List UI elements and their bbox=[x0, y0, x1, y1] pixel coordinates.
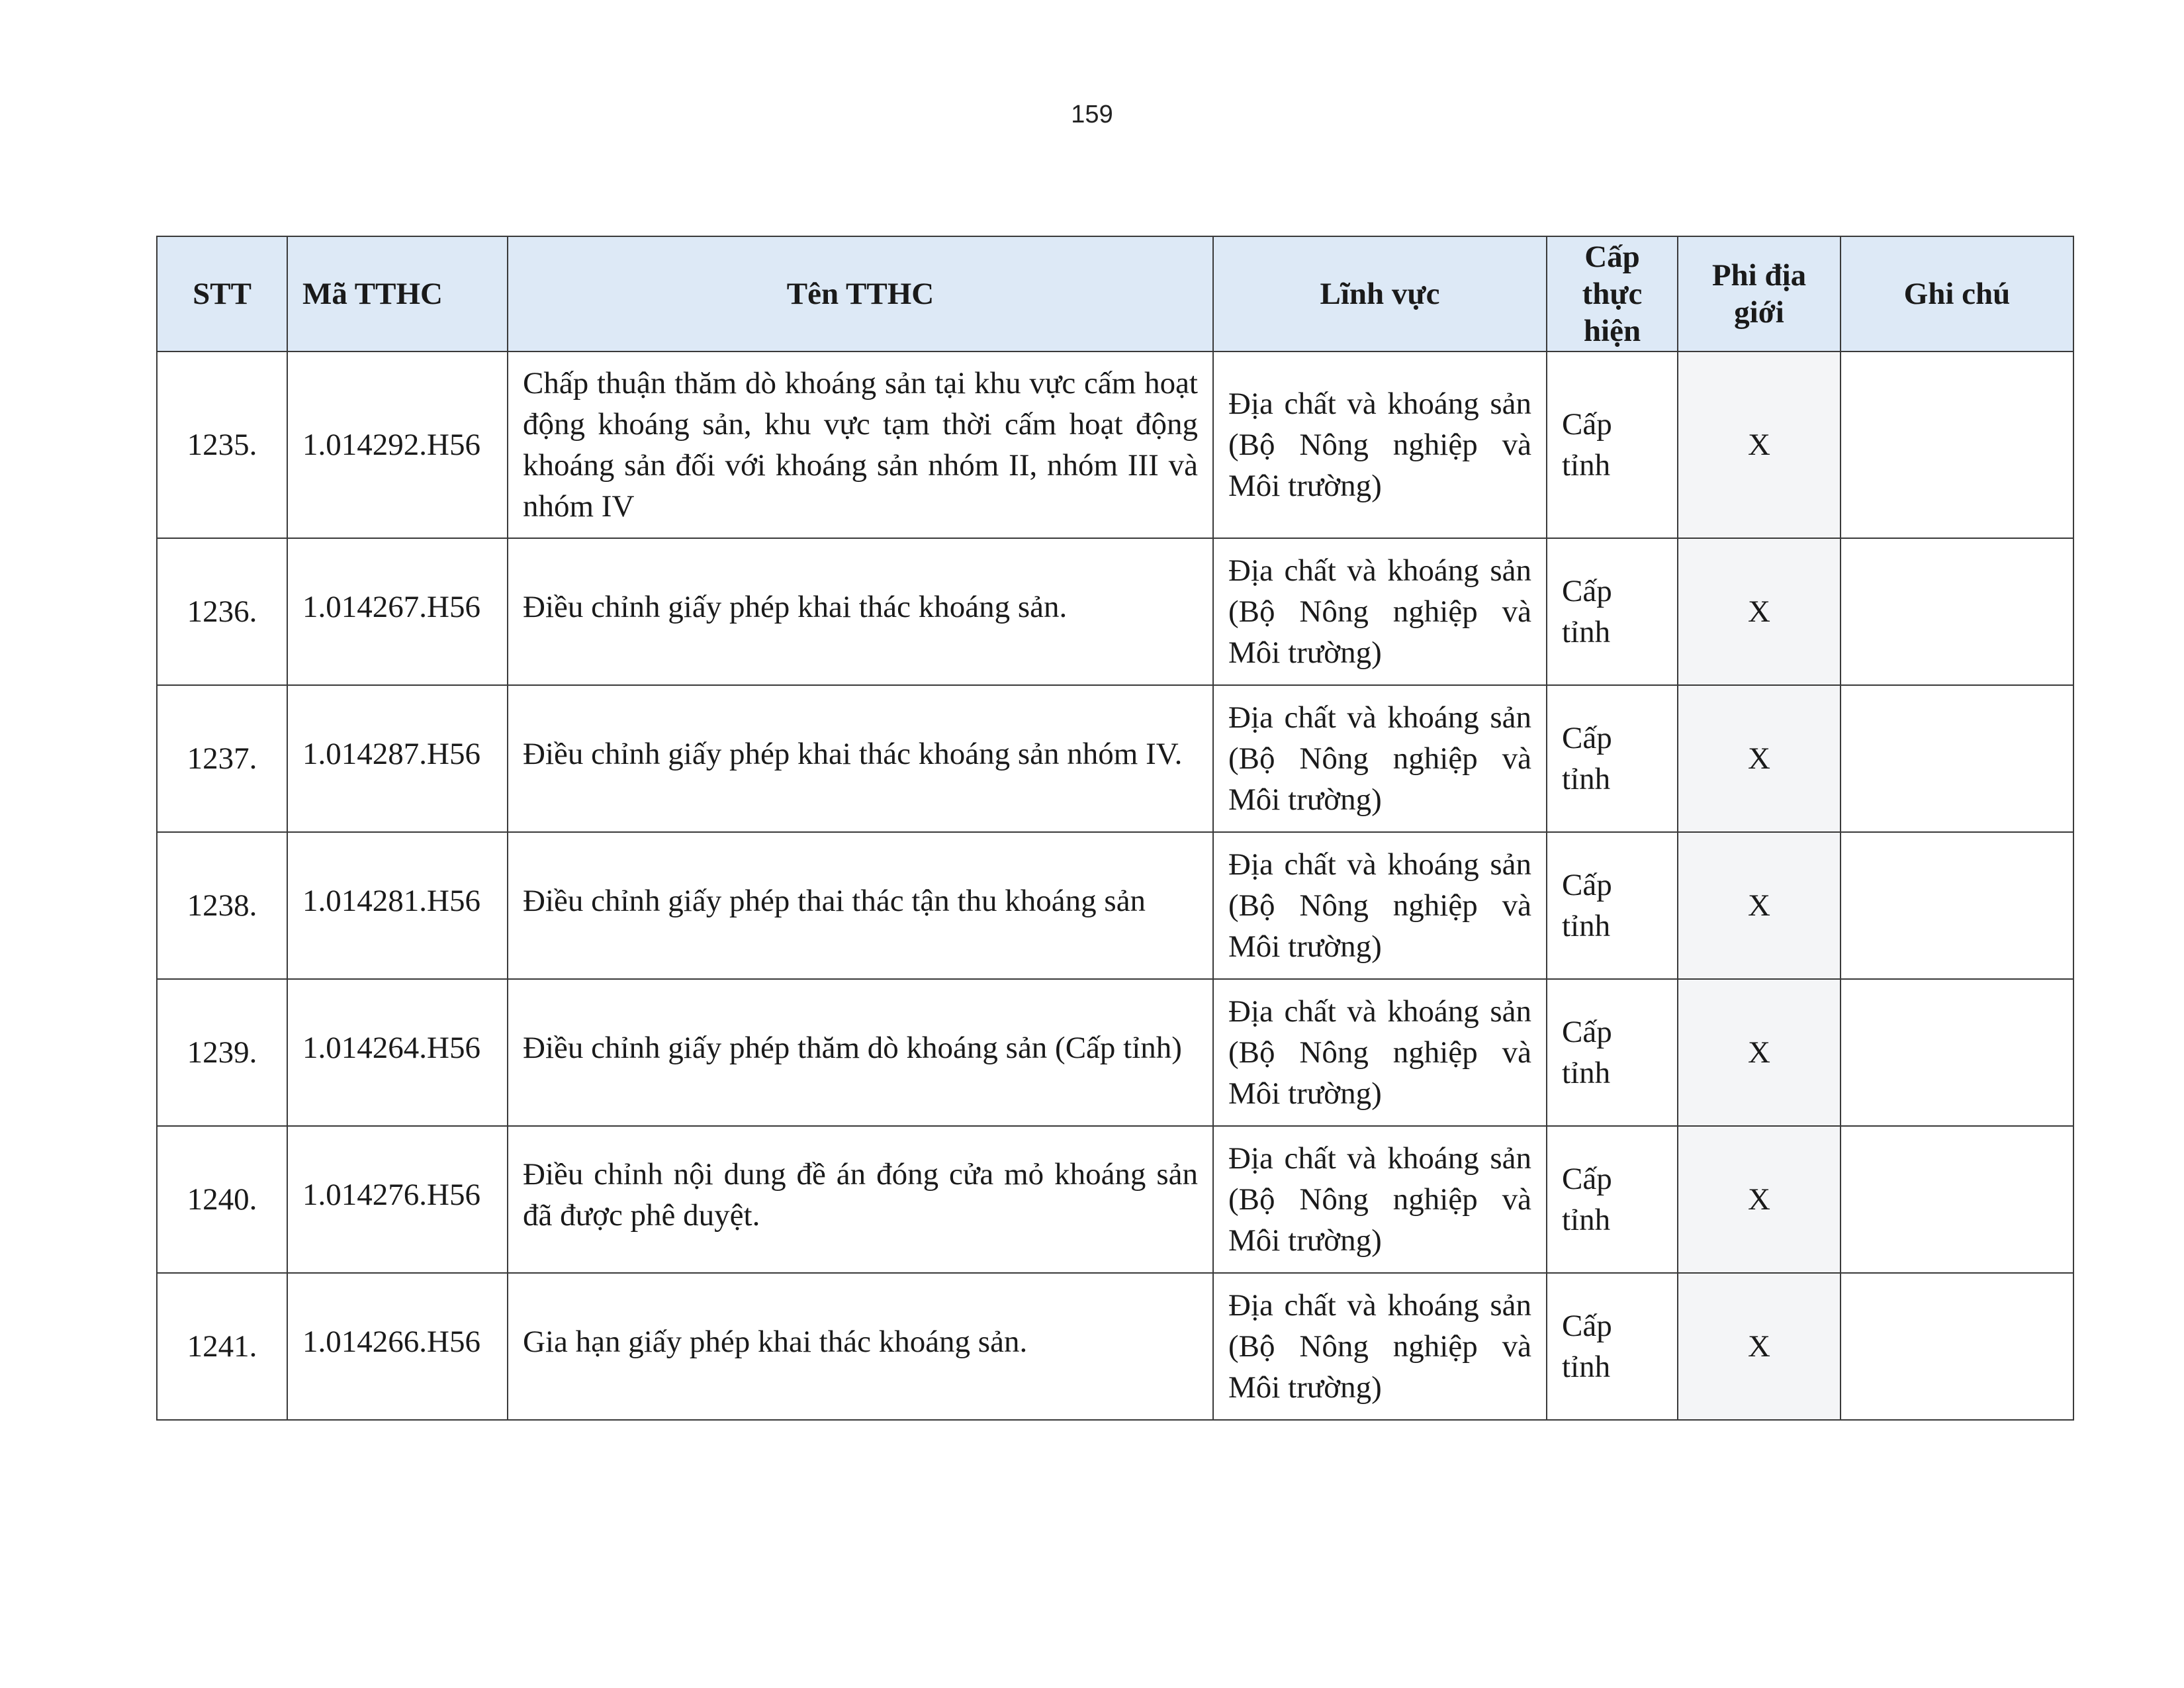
cell-cap-thuc-hien: Cấp tỉnh bbox=[1547, 832, 1678, 979]
cell-ten-tthc: Điều chỉnh giấy phép thai thác tận thu khoáng sản bbox=[508, 832, 1213, 979]
cell-cap-thuc-hien: Cấp tỉnh bbox=[1547, 685, 1678, 832]
header-ghi-chu: Ghi chú bbox=[1841, 236, 2073, 352]
cell-phi-dia-gioi: X bbox=[1678, 538, 1841, 685]
cell-cap-thuc-hien: Cấp tỉnh bbox=[1547, 352, 1678, 538]
table-row bbox=[157, 979, 2073, 1126]
cell-ten-tthc: Điều chỉnh giấy phép khai thác khoáng sản. bbox=[508, 538, 1213, 685]
cell-stt: 1236. bbox=[157, 538, 287, 685]
table-row bbox=[157, 352, 2073, 538]
cell-phi-dia-gioi: X bbox=[1678, 352, 1841, 538]
header-linh-vuc: Lĩnh vực bbox=[1213, 236, 1547, 352]
procedures-table bbox=[156, 236, 2074, 1421]
cell-ghi-chu bbox=[1841, 832, 2073, 979]
cell-cap-thuc-hien: Cấp tỉnh bbox=[1547, 1273, 1678, 1420]
cell-stt: 1241. bbox=[157, 1273, 287, 1420]
cell-ghi-chu bbox=[1841, 685, 2073, 832]
cell-stt: 1238. bbox=[157, 832, 287, 979]
cell-ghi-chu bbox=[1841, 352, 2073, 538]
cell-ghi-chu bbox=[1841, 1273, 2073, 1420]
cell-cap-thuc-hien: Cấp tỉnh bbox=[1547, 979, 1678, 1126]
cell-ghi-chu bbox=[1841, 979, 2073, 1126]
header-stt: STT bbox=[157, 236, 287, 352]
cell-ma-tthc: 1.014266.H56 bbox=[287, 1273, 508, 1420]
cell-linh-vuc: Địa chất và khoáng sản (Bộ Nông nghiệp và Môi trường) bbox=[1213, 1126, 1547, 1273]
table-row bbox=[157, 1273, 2073, 1420]
cell-cap-thuc-hien: Cấp tỉnh bbox=[1547, 1126, 1678, 1273]
cell-linh-vuc: Địa chất và khoáng sản (Bộ Nông nghiệp và Môi trường) bbox=[1213, 538, 1547, 685]
cell-ma-tthc: 1.014276.H56 bbox=[287, 1126, 508, 1273]
cell-ma-tthc: 1.014281.H56 bbox=[287, 832, 508, 979]
header-phi-dia-gioi: Phi địa giới bbox=[1678, 236, 1841, 352]
cell-linh-vuc: Địa chất và khoáng sản (Bộ Nông nghiệp và Môi trường) bbox=[1213, 832, 1547, 979]
cell-ma-tthc: 1.014267.H56 bbox=[287, 538, 508, 685]
cell-phi-dia-gioi: X bbox=[1678, 1273, 1841, 1420]
cell-phi-dia-gioi: X bbox=[1678, 1126, 1841, 1273]
table-row bbox=[157, 832, 2073, 979]
cell-linh-vuc: Địa chất và khoáng sản (Bộ Nông nghiệp và Môi trường) bbox=[1213, 979, 1547, 1126]
cell-linh-vuc: Địa chất và khoáng sản (Bộ Nông nghiệp và Môi trường) bbox=[1213, 1273, 1547, 1420]
cell-stt: 1239. bbox=[157, 979, 287, 1126]
cell-ten-tthc: Điều chỉnh giấy phép thăm dò khoáng sản (Cấp tỉnh) bbox=[508, 979, 1213, 1126]
table-row bbox=[157, 1126, 2073, 1273]
cell-linh-vuc: Địa chất và khoáng sản (Bộ Nông nghiệp và Môi trường) bbox=[1213, 352, 1547, 538]
cell-ten-tthc: Gia hạn giấy phép khai thác khoáng sản. bbox=[508, 1273, 1213, 1420]
table-header-row bbox=[157, 236, 2073, 352]
cell-ten-tthc: Điều chỉnh nội dung đề án đóng cửa mỏ khoáng sản đã được phê duyệt. bbox=[508, 1126, 1213, 1273]
cell-stt: 1240. bbox=[157, 1126, 287, 1273]
cell-ten-tthc: Điều chỉnh giấy phép khai thác khoáng sản nhóm IV. bbox=[508, 685, 1213, 832]
cell-ma-tthc: 1.014264.H56 bbox=[287, 979, 508, 1126]
cell-phi-dia-gioi: X bbox=[1678, 685, 1841, 832]
cell-phi-dia-gioi: X bbox=[1678, 979, 1841, 1126]
cell-ma-tthc: 1.014292.H56 bbox=[287, 352, 508, 538]
header-cap-thuc-hien: Cấp thực hiện bbox=[1547, 236, 1678, 352]
cell-ma-tthc: 1.014287.H56 bbox=[287, 685, 508, 832]
header-ten-tthc: Tên TTHC bbox=[508, 236, 1213, 352]
cell-ghi-chu bbox=[1841, 538, 2073, 685]
cell-stt: 1235. bbox=[157, 352, 287, 538]
cell-ten-tthc: Chấp thuận thăm dò khoáng sản tại khu vực cấm hoạt động khoáng sản, khu vực tạm thời cấm hoạt động khoáng sản đối với khoáng sản nhóm II, nhóm III và nhóm IV bbox=[508, 352, 1213, 538]
table-row bbox=[157, 685, 2073, 832]
page-number: 159 bbox=[1071, 101, 1113, 128]
table-row bbox=[157, 538, 2073, 685]
cell-phi-dia-gioi: X bbox=[1678, 832, 1841, 979]
cell-linh-vuc: Địa chất và khoáng sản (Bộ Nông nghiệp và Môi trường) bbox=[1213, 685, 1547, 832]
cell-cap-thuc-hien: Cấp tỉnh bbox=[1547, 538, 1678, 685]
cell-stt: 1237. bbox=[157, 685, 287, 832]
header-ma-tthc: Mã TTHC bbox=[287, 236, 508, 352]
cell-ghi-chu bbox=[1841, 1126, 2073, 1273]
